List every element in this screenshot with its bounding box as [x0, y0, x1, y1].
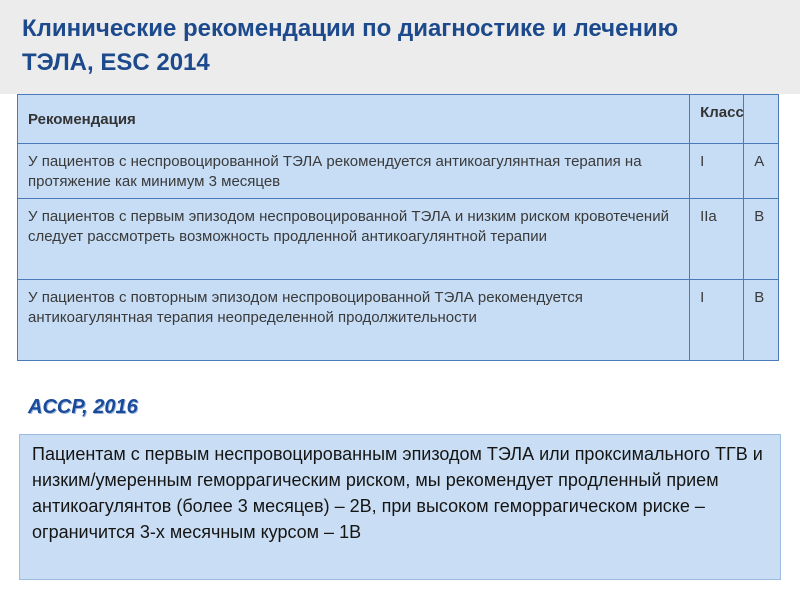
- table-row: [18, 199, 779, 280]
- table-row: [18, 280, 779, 361]
- header-level: [744, 95, 779, 144]
- header-class: Класс: [690, 95, 744, 144]
- recommendation-cell: У пациентов с первым эпизодом неспровоцированной ТЭЛА и низким риском кровотечений следует рассмотреть возможность продленной антикоагулянтной терапии: [18, 199, 690, 280]
- level-cell: B: [744, 280, 779, 361]
- recommendations-table: [17, 94, 779, 361]
- accp-heading: ACCP, 2016: [28, 396, 138, 418]
- class-cell: IIa: [690, 199, 744, 280]
- accp-recommendation-text: Пациентам с первым неспровоцированным эпизодом ТЭЛА или проксимального ТГВ и низким/умеренным геморрагическим риском, мы рекомендует продленный прием антикоагулянтов (более 3 месяцев) – 2В, при высоком геморрагическом риске – ограничится 3-х месячным курсом – 1В: [32, 444, 763, 542]
- level-cell: A: [744, 144, 779, 199]
- level-cell: B: [744, 199, 779, 280]
- class-cell: I: [690, 144, 744, 199]
- accp-recommendation-box: [19, 434, 781, 580]
- table-header-row: [18, 95, 779, 144]
- slide-title: Клинические рекомендации по диагностике и лечению ТЭЛА, ESC 2014: [22, 15, 679, 76]
- title-band: [0, 0, 800, 94]
- recommendation-cell: У пациентов с неспровоцированной ТЭЛА рекомендуется антикоагулянтная терапия на протяжение как минимум 3 месяцев: [18, 144, 690, 199]
- recommendation-cell: У пациентов с повторным эпизодом неспровоцированной ТЭЛА рекомендуется антикоагулянтная терапия неопределенной продолжительности: [18, 280, 690, 361]
- class-cell: I: [690, 280, 744, 361]
- header-recommendation: Рекомендация: [18, 95, 690, 144]
- table-row: [18, 144, 779, 199]
